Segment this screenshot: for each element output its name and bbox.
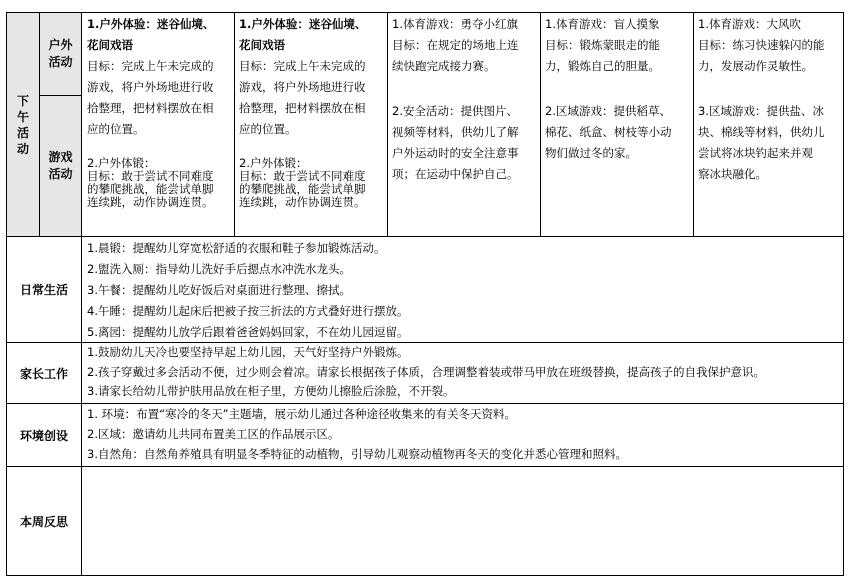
afternoon-col1 [87, 14, 233, 236]
col4-area-line: 棉花、纸盒、树枝等小动 [545, 125, 672, 139]
col4-area-line: 物们做过冬的家。 [545, 146, 637, 160]
afternoon-col4 [545, 14, 691, 236]
col2-train-line: 2.户外体锻： [239, 156, 308, 170]
daily-life-content [87, 238, 841, 342]
col2-goal-line: 游戏，将户外场地进行收 [239, 80, 366, 94]
daily-item: 1.晨锻：提醒幼儿穿宽松舒适的衣服和鞋子参加锻炼活动。 [87, 241, 386, 255]
environment-content [87, 404, 841, 466]
col5-area-line: 块、棉线等材料，供幼儿 [698, 125, 825, 139]
col5-area-line: 尝试将冰块钓起来并观 [698, 146, 813, 160]
col3-game-line: 续快跑完成接力赛。 [392, 59, 496, 73]
afternoon-col5 [698, 14, 842, 236]
col5-game-line: 力，发展动作灵敏性。 [698, 59, 813, 73]
col2-goal-line: 目标：完成上午未完成的 [239, 59, 366, 73]
col1-train-line: 2.户外体锻： [87, 156, 156, 170]
reflection-content[interactable] [82, 467, 843, 575]
col4-area-line: 2.区域游戏：提供稻草、 [545, 104, 671, 118]
environment-label: 环境创设 [19, 428, 68, 443]
col3-safety-line: 户外运动时的安全注意事 [392, 146, 519, 160]
col1-train-line: 目标：敢于尝试不同难度 [87, 169, 214, 183]
reflection-label: 本周反思 [19, 514, 68, 529]
col2-train-line: 目标：敢于尝试不同难度 [239, 169, 366, 183]
parents-item: 1.鼓励幼儿天冷也要坚持早起上幼儿园，天气好坚持户外锻炼。 [87, 345, 409, 359]
environment-item: 2.区域：邀请幼儿共同布置美工区的作品展示区。 [87, 427, 340, 441]
daily-item: 2.盥洗入厕：指导幼儿洗好手后摁点水冲洗水龙头。 [87, 262, 351, 276]
parents-work-content [87, 343, 841, 403]
col2-train-line: 连续跳，动作协调连贯。 [239, 195, 366, 209]
daily-item: 4.午睡：提醒幼儿起床后把被子按三折法的方式叠好进行摆放。 [87, 304, 409, 318]
game-activity-label: 游戏活动 [48, 150, 73, 181]
col3-safety-line: 项；在运动中保护自己。 [392, 167, 519, 181]
afternoon-label: 下午活动 [16, 93, 29, 156]
parents-item: 3.请家长给幼儿带护肤用品放在柜子里，方便幼儿擦脸后涂脸，不开裂。 [87, 384, 455, 398]
afternoon-col3 [392, 14, 538, 236]
col1-goal-line: 应的位置。 [87, 122, 145, 136]
col1-outdoor-line: 花间戏语 [87, 38, 133, 52]
col2-train-line: 的攀爬挑战，能尝试单脚 [239, 182, 366, 196]
col4-game-line: 1.体育游戏：盲人摸象 [545, 17, 660, 31]
col3-safety-line: 2.安全活动：提供图片、 [392, 104, 518, 118]
parents-work-label: 家长工作 [19, 366, 68, 381]
col1-goal-line: 目标：完成上午未完成的 [87, 59, 214, 73]
col3-safety-line: 视频等材料，供幼儿了解 [392, 125, 519, 139]
col3-game-line: 1.体育游戏：勇夺小红旗 [392, 17, 518, 31]
col5-game-line: 目标：练习快速躲闪的能 [698, 38, 825, 52]
environment-item: 1. 环境：布置“寒冷的冬天”主题墙，展示幼儿通过各种途径收集来的有关冬天资料。 [87, 407, 517, 421]
daily-item: 3.午餐：提醒幼儿吃好饭后对桌面进行整理、擦拭。 [87, 283, 351, 297]
col1-outdoor-line: 1.户外体验：迷谷仙境、 [87, 17, 215, 31]
daily-item: 5.离园：提醒幼儿放学后跟着爸爸妈妈回家，不在幼儿园逗留。 [87, 325, 409, 339]
col1-train-line: 的攀爬挑战，能尝试单脚 [87, 182, 214, 196]
col3-game-line: 目标：在规定的场地上连 [392, 38, 519, 52]
col1-goal-line: 游戏，将户外场地进行收 [87, 80, 214, 94]
col2-goal-line: 应的位置。 [239, 122, 297, 136]
outdoor-activity-label: 户外活动 [48, 38, 73, 69]
col5-game-line: 1.体育游戏：大风吹 [698, 17, 801, 31]
afternoon-col2 [239, 14, 385, 236]
parents-item: 2.孩子穿戴过多会活动不便，过少则会着凉。请家长根据孩子体质，合理调整着装或带马甲放在班级替换，提高孩子的自我保护意识。 [87, 364, 765, 379]
daily-life-label: 日常生活 [19, 283, 68, 297]
col5-area-line: 3.区域游戏：提供盐、冰 [698, 104, 824, 118]
col1-goal-line: 拾整理，把材料摆放在相 [87, 101, 214, 115]
col2-outdoor-line: 花间戏语 [239, 38, 285, 52]
col2-goal-line: 拾整理，把材料摆放在相 [239, 101, 366, 115]
col5-area-line: 察冰块融化。 [698, 167, 767, 181]
col2-outdoor-line: 1.户外体验：迷谷仙境、 [239, 17, 367, 31]
col1-train-line: 连续跳，动作协调连贯。 [87, 195, 214, 209]
col4-game-line: 目标：锻炼蒙眼走的能 [545, 38, 660, 52]
col4-game-line: 力，锻炼自己的胆量。 [545, 59, 660, 73]
environment-item: 3.自然角：自然角养殖具有明显冬季特征的动植物，引导幼儿观察动植物再冬天的变化并悉心管理和照料。 [87, 447, 627, 461]
